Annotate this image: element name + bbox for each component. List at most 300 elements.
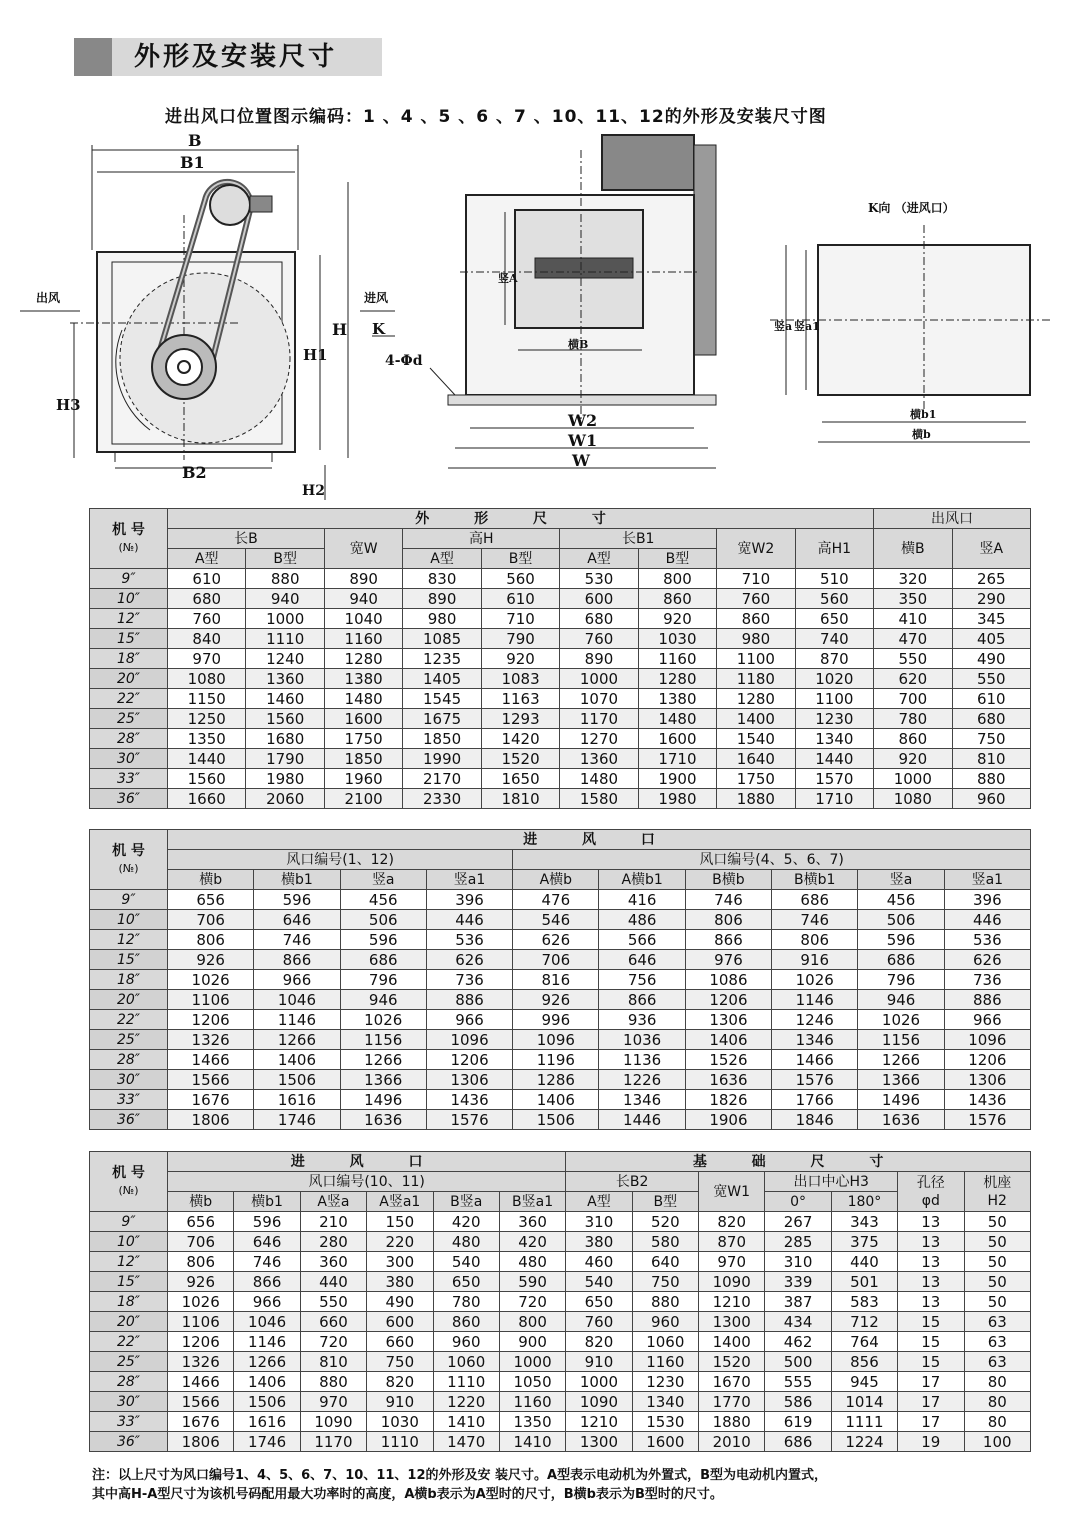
table-row: [90, 1272, 1031, 1292]
model-number-cell: 25″: [90, 1030, 168, 1050]
value-cell: 1000: [560, 669, 638, 689]
value-cell: 530: [560, 569, 638, 589]
model-number-cell: 10″: [90, 589, 168, 609]
value-cell: 1090: [699, 1272, 765, 1292]
model-number-cell: 33″: [90, 1412, 168, 1432]
value-cell: 1826: [685, 1090, 771, 1110]
table-row: [90, 1292, 1031, 1312]
value-cell: 656: [168, 890, 254, 910]
value-cell: 796: [858, 970, 944, 990]
value-cell: 866: [234, 1272, 300, 1292]
value-cell: 945: [831, 1372, 897, 1392]
table-row: [90, 1412, 1031, 1432]
value-cell: 706: [513, 950, 599, 970]
value-cell: 1086: [685, 970, 771, 990]
value-cell: 596: [234, 1212, 300, 1232]
value-cell: 583: [831, 1292, 897, 1312]
label-in-air: 进风: [364, 291, 389, 305]
value-cell: 860: [433, 1312, 499, 1332]
table-row: [90, 950, 1031, 970]
value-cell: 966: [234, 1292, 300, 1312]
value-cell: 1160: [324, 629, 402, 649]
value-cell: 220: [367, 1232, 433, 1252]
value-cell: 1196: [513, 1050, 599, 1070]
value-cell: 375: [831, 1232, 897, 1252]
value-cell: 405: [952, 629, 1030, 649]
value-cell: 596: [254, 890, 340, 910]
value-cell: 610: [481, 589, 559, 609]
model-number-cell: 10″: [90, 910, 168, 930]
value-cell: 456: [858, 890, 944, 910]
value-cell: 1806: [168, 1110, 254, 1130]
value-cell: 1380: [638, 689, 716, 709]
value-cell: 1326: [168, 1030, 254, 1050]
value-cell: 50: [964, 1232, 1031, 1252]
value-cell: 1050: [499, 1372, 565, 1392]
value-cell: 619: [765, 1412, 831, 1432]
value-cell: 760: [566, 1312, 632, 1332]
value-cell: 1206: [168, 1332, 234, 1352]
value-cell: 1560: [246, 709, 324, 729]
label-W1: W1: [568, 431, 598, 450]
value-cell: 1990: [403, 749, 481, 769]
value-cell: 490: [367, 1292, 433, 1312]
value-cell: 480: [499, 1252, 565, 1272]
value-cell: 1090: [300, 1412, 366, 1432]
label-B: B: [188, 131, 202, 150]
value-cell: 1746: [254, 1110, 340, 1130]
value-cell: 1036: [599, 1030, 685, 1050]
value-cell: 1230: [795, 709, 873, 729]
value-cell: 1466: [168, 1050, 254, 1070]
value-cell: 2060: [246, 789, 324, 809]
value-cell: 650: [566, 1292, 632, 1312]
table-row: [90, 769, 1031, 789]
value-cell: 550: [874, 649, 952, 669]
table-row: [90, 1372, 1031, 1392]
value-cell: 1906: [685, 1110, 771, 1130]
value-cell: 920: [638, 609, 716, 629]
value-cell: 1360: [560, 749, 638, 769]
value-cell: 1096: [426, 1030, 512, 1050]
value-cell: 1790: [246, 749, 324, 769]
value-cell: 790: [481, 629, 559, 649]
value-cell: 1100: [795, 689, 873, 709]
table-row: [90, 1392, 1031, 1412]
value-cell: 746: [234, 1252, 300, 1272]
table-row: [90, 669, 1031, 689]
table-row: [90, 569, 1031, 589]
value-cell: 265: [952, 569, 1030, 589]
value-cell: 1470: [433, 1432, 499, 1452]
value-cell: 816: [513, 970, 599, 990]
value-cell: 1710: [795, 789, 873, 809]
value-cell: 1340: [795, 729, 873, 749]
value-cell: 866: [599, 990, 685, 1010]
label-H: H: [332, 320, 348, 339]
column-header: A竖a1: [367, 1192, 433, 1212]
footnote: [92, 1466, 1042, 1504]
value-cell: 50: [964, 1292, 1031, 1312]
value-cell: 820: [367, 1372, 433, 1392]
value-cell: 610: [168, 569, 246, 589]
value-cell: 656: [168, 1212, 234, 1232]
value-cell: 1650: [481, 769, 559, 789]
table-row: [90, 1432, 1031, 1452]
model-number-cell: 9″: [90, 569, 168, 589]
value-cell: 1210: [699, 1292, 765, 1312]
value-cell: 555: [765, 1372, 831, 1392]
jihao-header: 机 号 (№): [90, 1152, 168, 1212]
value-cell: 1266: [234, 1352, 300, 1372]
table-row: [90, 1090, 1031, 1110]
value-cell: 920: [874, 749, 952, 769]
value-cell: 1270: [560, 729, 638, 749]
model-number-cell: 15″: [90, 950, 168, 970]
value-cell: 926: [168, 1272, 234, 1292]
value-cell: 1480: [638, 709, 716, 729]
value-cell: 626: [426, 950, 512, 970]
value-cell: 1880: [699, 1412, 765, 1432]
column-header: A横b: [513, 870, 599, 890]
value-cell: 500: [765, 1352, 831, 1372]
value-cell: 13: [898, 1292, 964, 1312]
value-cell: 1146: [234, 1332, 300, 1352]
value-cell: 1580: [560, 789, 638, 809]
value-cell: 1014: [831, 1392, 897, 1412]
value-cell: 1085: [403, 629, 481, 649]
value-cell: 966: [426, 1010, 512, 1030]
value-cell: 1080: [168, 669, 246, 689]
value-cell: 343: [831, 1212, 897, 1232]
value-cell: 480: [433, 1232, 499, 1252]
value-cell: 1520: [481, 749, 559, 769]
value-cell: 760: [560, 629, 638, 649]
value-cell: 1240: [246, 649, 324, 669]
value-cell: 1083: [481, 669, 559, 689]
label-B1: B1: [180, 153, 205, 172]
value-cell: 970: [300, 1392, 366, 1412]
model-number-cell: 22″: [90, 1332, 168, 1352]
value-cell: 540: [433, 1252, 499, 1272]
value-cell: 1560: [168, 769, 246, 789]
table-row: [90, 689, 1031, 709]
column-header: B型: [632, 1192, 698, 1212]
value-cell: 980: [717, 629, 795, 649]
value-cell: 1170: [560, 709, 638, 729]
value-cell: 1146: [254, 1010, 340, 1030]
value-cell: 1545: [403, 689, 481, 709]
value-cell: 870: [795, 649, 873, 669]
hole-header: 孔径 φd: [898, 1172, 964, 1212]
table-row: [90, 1070, 1031, 1090]
value-cell: 1170: [300, 1432, 366, 1452]
value-cell: 1576: [426, 1110, 512, 1130]
value-cell: 646: [254, 910, 340, 930]
value-cell: 1266: [254, 1030, 340, 1050]
value-cell: 1224: [831, 1432, 897, 1452]
value-cell: 660: [300, 1312, 366, 1332]
outlet-center-header: 出口中心H3: [765, 1172, 898, 1192]
value-cell: 440: [300, 1272, 366, 1292]
value-cell: 1366: [340, 1070, 426, 1090]
table-row: [90, 1352, 1031, 1372]
model-number-cell: 9″: [90, 1212, 168, 1232]
label-horiz-b: 横b: [912, 428, 931, 441]
model-number-cell: 20″: [90, 1312, 168, 1332]
value-cell: 1540: [717, 729, 795, 749]
value-cell: 396: [944, 890, 1030, 910]
table-row: [90, 930, 1031, 950]
value-cell: 350: [874, 589, 952, 609]
value-cell: 600: [560, 589, 638, 609]
outer-dimensions-table: [89, 508, 1031, 809]
table-row: [90, 789, 1031, 809]
value-cell: 720: [499, 1292, 565, 1312]
value-cell: 866: [685, 930, 771, 950]
value-cell: 15: [898, 1332, 964, 1352]
model-number-cell: 15″: [90, 629, 168, 649]
value-cell: 1670: [699, 1372, 765, 1392]
value-cell: 736: [944, 970, 1030, 990]
value-cell: 966: [944, 1010, 1030, 1030]
value-cell: 50: [964, 1252, 1031, 1272]
value-cell: 960: [952, 789, 1030, 809]
value-cell: 416: [599, 890, 685, 910]
value-cell: 880: [632, 1292, 698, 1312]
value-cell: 646: [234, 1232, 300, 1252]
label-H1: H1: [303, 346, 328, 364]
value-cell: 339: [765, 1272, 831, 1292]
value-cell: 440: [831, 1252, 897, 1272]
value-cell: 290: [952, 589, 1030, 609]
column-header: 竖a: [858, 870, 944, 890]
model-number-cell: 36″: [90, 1432, 168, 1452]
value-cell: 1420: [481, 729, 559, 749]
value-cell: 596: [858, 930, 944, 950]
table-row: [90, 609, 1031, 629]
a-type-header: A型: [168, 549, 246, 569]
value-cell: 1576: [772, 1070, 858, 1090]
value-cell: 1136: [599, 1050, 685, 1070]
value-cell: 806: [168, 930, 254, 950]
value-cell: 17: [898, 1412, 964, 1432]
value-cell: 1616: [254, 1090, 340, 1110]
value-cell: 580: [632, 1232, 698, 1252]
value-cell: 910: [367, 1392, 433, 1412]
model-number-cell: 12″: [90, 930, 168, 950]
value-cell: 536: [944, 930, 1030, 950]
value-cell: 1676: [168, 1412, 234, 1432]
value-cell: 860: [874, 729, 952, 749]
height-h-header: 高H: [403, 529, 560, 549]
table-row: [90, 709, 1031, 729]
value-cell: 387: [765, 1292, 831, 1312]
b-type-header: B型: [638, 549, 716, 569]
value-cell: 680: [168, 589, 246, 609]
value-cell: 280: [300, 1232, 366, 1252]
value-cell: 1900: [638, 769, 716, 789]
value-cell: 720: [300, 1332, 366, 1352]
value-cell: 1675: [403, 709, 481, 729]
column-header: 竖a: [340, 870, 426, 890]
value-cell: 1286: [513, 1070, 599, 1090]
value-cell: 1206: [944, 1050, 1030, 1070]
value-cell: 1220: [433, 1392, 499, 1412]
model-number-cell: 33″: [90, 1090, 168, 1110]
table-row: [90, 1050, 1031, 1070]
model-number-cell: 15″: [90, 1272, 168, 1292]
value-cell: 1616: [234, 1412, 300, 1432]
value-cell: 1506: [234, 1392, 300, 1412]
value-cell: 610: [952, 689, 1030, 709]
a-type-header: A型: [560, 549, 638, 569]
value-cell: 267: [765, 1212, 831, 1232]
column-header: 0°: [765, 1192, 831, 1212]
value-cell: 1680: [246, 729, 324, 749]
outer-dims-header: 外 形 尺 寸: [168, 509, 874, 529]
model-number-cell: 12″: [90, 1252, 168, 1272]
value-cell: 1060: [433, 1352, 499, 1372]
value-cell: 50: [964, 1272, 1031, 1292]
value-cell: 13: [898, 1212, 964, 1232]
width-w-header: 宽W: [324, 529, 402, 569]
value-cell: 300: [367, 1252, 433, 1272]
value-cell: 476: [513, 890, 599, 910]
value-cell: 506: [340, 910, 426, 930]
page-title: 外形及安装尺寸: [134, 42, 338, 72]
value-cell: 740: [795, 629, 873, 649]
model-number-cell: 36″: [90, 789, 168, 809]
value-cell: 1636: [340, 1110, 426, 1130]
value-cell: 890: [403, 589, 481, 609]
table-row: [90, 1252, 1031, 1272]
value-cell: 17: [898, 1392, 964, 1412]
value-cell: 462: [765, 1332, 831, 1352]
value-cell: 420: [433, 1212, 499, 1232]
value-cell: 434: [765, 1312, 831, 1332]
value-cell: 750: [952, 729, 1030, 749]
value-cell: 1280: [638, 669, 716, 689]
value-cell: 796: [340, 970, 426, 990]
label-vert-a: 竖a: [774, 320, 793, 333]
label-out-air: 出风: [36, 291, 61, 305]
value-cell: 590: [499, 1272, 565, 1292]
value-cell: 310: [765, 1252, 831, 1272]
value-cell: 536: [426, 930, 512, 950]
table-row: [90, 589, 1031, 609]
jihao-header: 机 号 (№): [90, 830, 168, 890]
label-horizB: 横B: [568, 338, 589, 351]
value-cell: 560: [481, 569, 559, 589]
value-cell: 446: [944, 910, 1030, 930]
value-cell: 1046: [234, 1312, 300, 1332]
inlet-header: 进 风 口: [168, 830, 1031, 850]
value-cell: 1060: [632, 1332, 698, 1352]
value-cell: 1340: [632, 1392, 698, 1412]
value-cell: 1230: [632, 1372, 698, 1392]
table-row: [90, 1232, 1031, 1252]
b-type-header: B型: [246, 549, 324, 569]
column-header: B竖a: [433, 1192, 499, 1212]
group-4-7-header: 风口编号(4、5、6、7): [513, 850, 1031, 870]
value-cell: 1000: [566, 1372, 632, 1392]
value-cell: 1096: [944, 1030, 1030, 1050]
value-cell: 1570: [795, 769, 873, 789]
value-cell: 1226: [599, 1070, 685, 1090]
value-cell: 210: [300, 1212, 366, 1232]
value-cell: 710: [717, 569, 795, 589]
value-cell: 546: [513, 910, 599, 930]
drawing-subtitle: 进出风口位置图示编码：1 、4 、5 、6 、7 、10、11、12的外形及安装尺寸图: [165, 107, 827, 127]
value-cell: 1100: [717, 649, 795, 669]
value-cell: 810: [300, 1352, 366, 1372]
model-number-cell: 30″: [90, 1070, 168, 1090]
value-cell: 63: [964, 1332, 1031, 1352]
model-number-cell: 18″: [90, 649, 168, 669]
value-cell: 866: [254, 950, 340, 970]
value-cell: 646: [599, 950, 685, 970]
value-cell: 736: [426, 970, 512, 990]
value-cell: 1436: [944, 1090, 1030, 1110]
value-cell: 1496: [340, 1090, 426, 1110]
value-cell: 1000: [246, 609, 324, 629]
value-cell: 1980: [246, 769, 324, 789]
value-cell: 706: [168, 1232, 234, 1252]
value-cell: 1293: [481, 709, 559, 729]
model-number-cell: 30″: [90, 749, 168, 769]
value-cell: 1030: [638, 629, 716, 649]
value-cell: 900: [499, 1332, 565, 1352]
value-cell: 860: [638, 589, 716, 609]
value-cell: 1880: [717, 789, 795, 809]
value-cell: 1206: [168, 1010, 254, 1030]
model-number-cell: 20″: [90, 669, 168, 689]
value-cell: 1410: [433, 1412, 499, 1432]
value-cell: 17: [898, 1372, 964, 1392]
value-cell: 1106: [168, 1312, 234, 1332]
value-cell: 1026: [168, 1292, 234, 1312]
table-row: [90, 1010, 1031, 1030]
value-cell: 380: [566, 1232, 632, 1252]
column-header: 180°: [831, 1192, 897, 1212]
seat-header: 机座 H2: [964, 1172, 1031, 1212]
value-cell: 1750: [324, 729, 402, 749]
value-cell: 1406: [685, 1030, 771, 1050]
value-cell: 80: [964, 1392, 1031, 1412]
value-cell: 1210: [566, 1412, 632, 1432]
base-header: 基 础 尺 寸: [566, 1152, 1031, 1172]
value-cell: 820: [699, 1212, 765, 1232]
value-cell: 15: [898, 1312, 964, 1332]
model-number-cell: 18″: [90, 970, 168, 990]
value-cell: 880: [952, 769, 1030, 789]
value-cell: 1640: [717, 749, 795, 769]
value-cell: 1346: [599, 1090, 685, 1110]
column-header: 横b1: [254, 870, 340, 890]
value-cell: 13: [898, 1272, 964, 1292]
value-cell: 490: [952, 649, 1030, 669]
value-cell: 420: [499, 1232, 565, 1252]
column-header: 竖a1: [944, 870, 1030, 890]
value-cell: 1110: [246, 629, 324, 649]
value-cell: 345: [952, 609, 1030, 629]
column-header: A横b1: [599, 870, 685, 890]
value-cell: 1980: [638, 789, 716, 809]
model-number-cell: 12″: [90, 609, 168, 629]
value-cell: 1400: [717, 709, 795, 729]
value-cell: 650: [795, 609, 873, 629]
